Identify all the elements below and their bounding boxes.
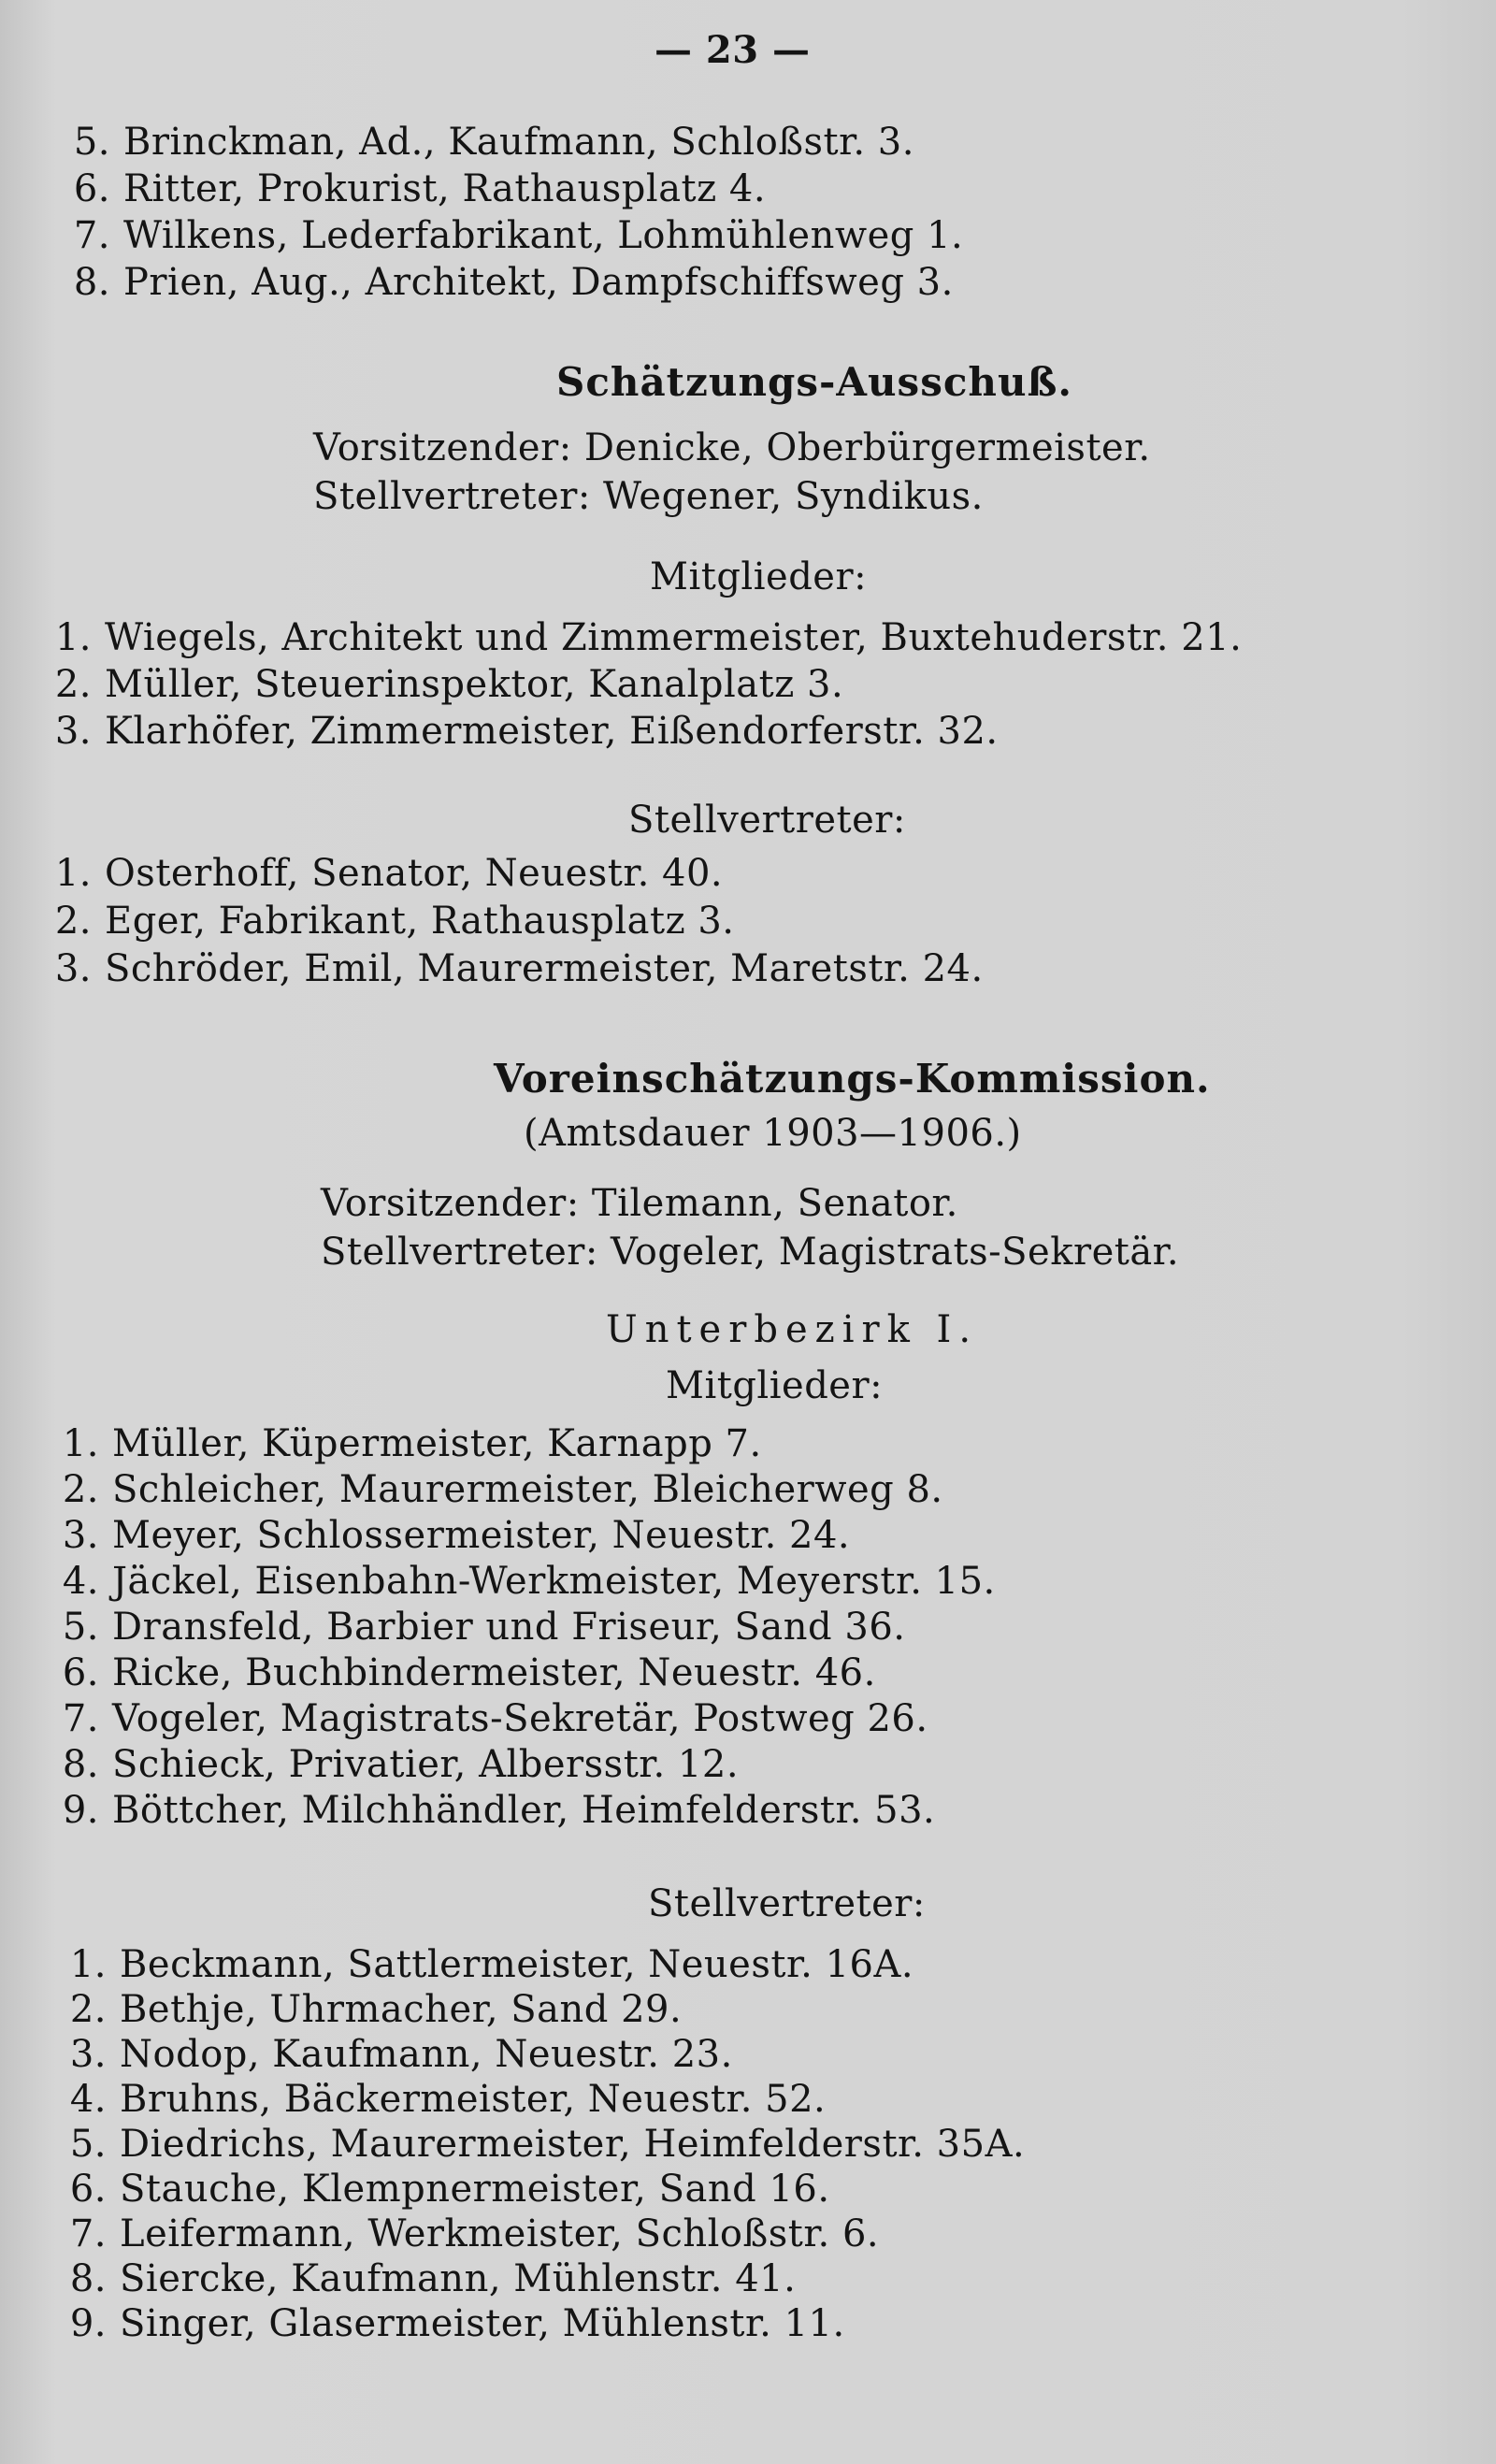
item-number: 8. [69, 2257, 107, 2300]
item-number: 5. [62, 1606, 99, 1649]
item-number: 1. [69, 1943, 107, 1986]
list-item [64, 1987, 682, 2032]
item-number: 4. [69, 2078, 107, 2121]
item-text: Bruhns, Bäckermeister, Neuestr. 52. [120, 2078, 827, 2121]
item-number: 4. [62, 1560, 99, 1603]
item-number: 6. [69, 2168, 107, 2211]
list-item [67, 166, 766, 211]
deputies-label: Stellvertreter: [648, 1882, 926, 1925]
item-number: 8. [62, 1743, 99, 1786]
item-text: Singer, Glasermeister, Mühlenstr. 11. [120, 2302, 845, 2345]
item-text: Osterhoff, Senator, Neuestr. 40. [105, 852, 724, 895]
district-title: Unterbezirk I. [606, 1308, 979, 1351]
deputy-line: Stellvertreter: Vogeler, Magistrats-Sekretär. [321, 1231, 1180, 1274]
list-item [67, 213, 963, 258]
item-number: 2. [54, 900, 92, 943]
list-item [64, 2077, 826, 2122]
item-text: Ricke, Buchbindermeister, Neuestr. 46. [112, 1651, 876, 1694]
item-number: 7. [62, 1697, 99, 1740]
item-text: Schleicher, Maurermeister, Bleicherweg 8. [112, 1468, 943, 1511]
list-item [64, 2256, 796, 2301]
list-item [67, 260, 954, 305]
item-number: 8. [73, 261, 110, 304]
list-item [64, 2032, 733, 2077]
list-item [56, 1467, 943, 1512]
item-number: 1. [62, 1422, 99, 1465]
list-item [64, 2167, 830, 2212]
term-line: (Amtsdauer 1903—1906.) [524, 1112, 1022, 1155]
list-item [56, 1650, 876, 1695]
chair-line: Vorsitzender: Tilemann, Senator. [321, 1182, 958, 1225]
item-number: 9. [62, 1789, 99, 1832]
list-item [56, 1788, 935, 1833]
item-text: Meyer, Schlossermeister, Neuestr. 24. [112, 1514, 851, 1557]
item-text: Prien, Aug., Architekt, Dampfschiffsweg 3. [123, 261, 954, 304]
item-text: Nodop, Kaufmann, Neuestr. 23. [120, 2033, 733, 2076]
list-item [49, 615, 1242, 660]
item-number: 7. [73, 214, 110, 257]
item-text: Leifermann, Werkmeister, Schloßstr. 6. [120, 2212, 880, 2255]
list-item [64, 2122, 1025, 2167]
item-number: 7. [69, 2212, 107, 2255]
members-label: Mitglieder: [650, 555, 868, 598]
item-number: 3. [54, 710, 92, 753]
list-item [56, 1605, 905, 1650]
item-number: 3. [62, 1514, 99, 1557]
list-item [56, 1559, 996, 1604]
item-number: 3. [69, 2033, 107, 2076]
item-number: 1. [54, 616, 92, 659]
item-text: Diedrichs, Maurermeister, Heimfelderstr. 35A. [120, 2123, 1026, 2166]
list-item [56, 1742, 739, 1787]
item-text: Siercke, Kaufmann, Mühlenstr. 41. [120, 2257, 797, 2300]
item-text: Wilkens, Lederfabrikant, Lohmühlenweg 1. [123, 214, 964, 257]
item-text: Brinckman, Ad., Kaufmann, Schloßstr. 3. [123, 121, 914, 164]
list-item [56, 1421, 762, 1466]
members-label: Mitglieder: [666, 1364, 884, 1407]
item-text: Müller, Küpermeister, Karnapp 7. [112, 1422, 762, 1465]
list-item [49, 662, 843, 707]
item-text: Jäckel, Eisenbahn-Werkmeister, Meyerstr. 15. [112, 1560, 996, 1603]
list-item [49, 851, 723, 896]
list-item [64, 1942, 913, 1987]
section-title: Schätzungs-Ausschuß. [556, 359, 1073, 405]
item-text: Wiegels, Architekt und Zimmermeister, Buxtehuderstr. 21. [105, 616, 1243, 659]
item-number: 6. [73, 167, 110, 210]
item-number: 2. [69, 1988, 107, 2031]
item-number: 3. [54, 947, 92, 990]
list-item [49, 709, 999, 754]
item-text: Böttcher, Milchhändler, Heimfelderstr. 53. [112, 1789, 936, 1832]
item-number: 6. [62, 1651, 99, 1694]
section-title: Voreinschätzungs-Kommission. [494, 1056, 1211, 1102]
deputies-label: Stellvertreter: [628, 799, 906, 842]
item-text: Klarhöfer, Zimmermeister, Eißendorferstr. 32. [105, 710, 999, 753]
list-item [56, 1696, 928, 1741]
list-item [64, 2212, 879, 2256]
item-number: 1. [54, 852, 92, 895]
list-item [56, 1513, 850, 1558]
item-number: 9. [69, 2302, 107, 2345]
list-item [67, 120, 914, 165]
item-text: Schröder, Emil, Maurermeister, Maretstr. 24. [105, 947, 984, 990]
item-text: Vogeler, Magistrats-Sekretär, Postweg 26. [112, 1697, 928, 1740]
list-item [49, 899, 735, 944]
item-number: 5. [73, 121, 110, 164]
item-text: Bethje, Uhrmacher, Sand 29. [120, 1988, 683, 2031]
item-text: Ritter, Prokurist, Rathausplatz 4. [123, 167, 767, 210]
item-number: 2. [62, 1468, 99, 1511]
item-text: Dransfeld, Barbier und Friseur, Sand 36. [112, 1606, 906, 1649]
page-number: — 23 — [654, 28, 811, 72]
item-text: Schieck, Privatier, Albersstr. 12. [112, 1743, 740, 1786]
item-text: Stauche, Klempnermeister, Sand 16. [120, 2168, 830, 2211]
item-text: Beckmann, Sattlermeister, Neuestr. 16A. [120, 1943, 914, 1986]
deputy-line: Stellvertreter: Wegener, Syndikus. [313, 475, 984, 518]
list-item [64, 2301, 845, 2346]
chair-line: Vorsitzender: Denicke, Oberbürgermeister. [313, 426, 1151, 469]
item-text: Müller, Steuerinspektor, Kanalplatz 3. [105, 663, 844, 706]
item-number: 5. [69, 2123, 107, 2166]
list-item [49, 946, 984, 991]
item-text: Eger, Fabrikant, Rathausplatz 3. [105, 900, 735, 943]
item-number: 2. [54, 663, 92, 706]
